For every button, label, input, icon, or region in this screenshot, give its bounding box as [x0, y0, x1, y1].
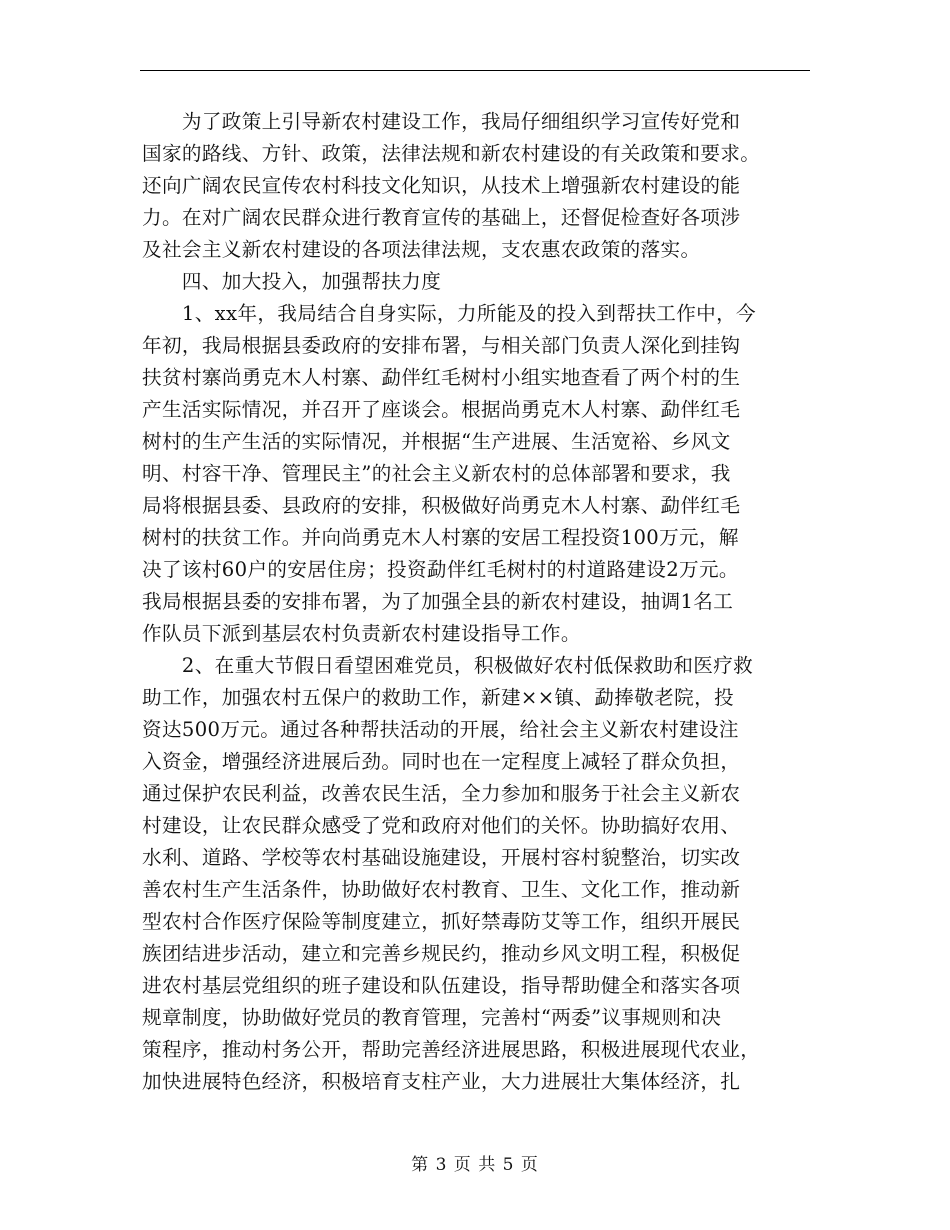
text-line: 明、村容干净、管理民主”的社会主义新农村的总体部署和要求，我 [142, 462, 731, 485]
text-line: 资达500万元。通过各种帮扶活动的开展，给社会主义新农村建设注 [142, 718, 739, 741]
text-line: 为了政策上引导新农村建设工作，我局仔细组织学习宣传好党和 [142, 110, 741, 133]
page-number-footer: 第 3 页 共 5 页 [411, 1155, 539, 1175]
text-line: 助工作，加强农村五保户的救助工作，新建××镇、勐捧敬老院，投 [142, 686, 734, 709]
text-line: 树村的扶贫工作。并向尚勇克木人村寨的安居工程投资100万元，解 [142, 526, 739, 549]
text-line: 产生活实际情况，并召开了座谈会。根据尚勇克木人村寨、勐伴红毛 [142, 398, 741, 421]
text-line: 及社会主义新农村建设的各项法律法规，支农惠农政策的落实。 [142, 238, 701, 261]
text-line: 决了该村60户的安居住房；投资勐伴红毛树村的村道路建设2万元。 [142, 558, 739, 581]
text-line: 力。在对广阔农民群众进行教育宣传的基础上，还督促检查好各项涉 [142, 206, 741, 229]
text-line: 国家的路线、方针、政策，法律法规和新农村建设的有关政策和要求。 [142, 142, 761, 165]
body-text [142, 106, 810, 1098]
text-line: 年初，我局根据县委政府的安排布署，与相关部门负责人深化到挂钩 [142, 334, 741, 357]
text-line: 还向广阔农民宣传农村科技文化知识，从技术上增强新农村建设的能 [142, 174, 741, 197]
text-line: 族团结进步活动，建立和完善乡规民约，推动乡风文明工程，积极促 [142, 942, 741, 965]
text-line: 善农村生产生活条件，协助做好农村教育、卫生、文化工作，推动新 [142, 878, 741, 901]
text-line: 1、xx年，我局结合自身实际，力所能及的投入到帮扶工作中，今 [142, 302, 756, 325]
text-line: 村建设，让农民群众感受了党和政府对他们的关怀。协助搞好农用、 [142, 814, 741, 837]
text-line: 扶贫村寨尚勇克木人村寨、勐伴红毛树村小组实地查看了两个村的生 [142, 366, 741, 389]
text-line: 策程序，推动村务公开，帮助完善经济进展思路，积极进展现代农业， [142, 1038, 761, 1061]
text-line: 作队员下派到基层农村负责新农村建设指导工作。 [142, 622, 581, 645]
text-line: 规章制度，协助做好党员的教育管理，完善村“两委”议事规则和决 [142, 1006, 722, 1029]
text-line: 我局根据县委的安排布署，为了加强全县的新农村建设，抽调1名工 [142, 590, 734, 613]
text-line: 局将根据县委、县政府的安排，积极做好尚勇克木人村寨、勐伴红毛 [142, 494, 741, 517]
text-line: 加快进展特色经济，积极培育支柱产业，大力进展壮大集体经济，扎 [142, 1070, 741, 1093]
header-rule [140, 70, 810, 71]
text-line: 水利、道路、学校等农村基础设施建设，开展村容村貌整治，切实改 [142, 846, 741, 869]
text-line: 入资金，增强经济进展后劲。同时也在一定程度上减轻了群众负担， [142, 750, 741, 773]
text-line: 2、在重大节假日看望困难党员，积极做好农村低保救助和医疗救 [142, 654, 754, 677]
text-line: 进农村基层党组织的班子建设和队伍建设，指导帮助健全和落实各项 [142, 974, 741, 997]
text-line: 通过保护农民利益，改善农民生活，全力参加和服务于社会主义新农 [142, 782, 741, 805]
text-line: 型农村合作医疗保险等制度建立，抓好禁毒防艾等工作，组织开展民 [142, 910, 741, 933]
section-heading: 四、加大投入，加强帮扶力度 [142, 270, 442, 293]
text-line: 树村的生产生活的实际情况，并根据“生产进展、生活宽裕、乡风文 [142, 430, 731, 453]
